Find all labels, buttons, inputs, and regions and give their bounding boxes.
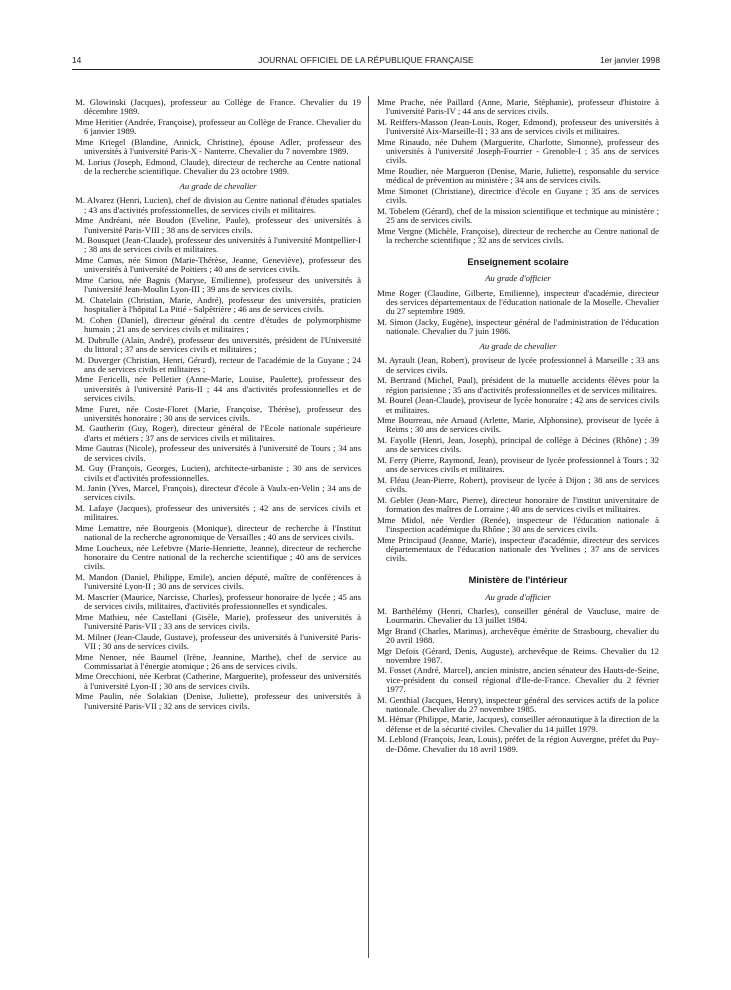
list-item: Mme Rinaudo, née Duhem (Marguerite, Charlotte, Simonne), professeur des universités à l'université Joseph-Fourrier - Grenoble-I ; 35 ans de services civils. [377,136,659,166]
list-item: Mme Principaud (Jeanne, Marie), inspecteur d'académie, directeur des services départementaux de l'éducation nationale des Yvelines ; 37 ans de services civils. [377,534,659,563]
list-item: Mme Vergne (Michèle, Françoise), directeur de recherche au Centre national de la recherche scientifique ; 32 ans de services civils. [377,225,659,245]
list-item: M. Hémar (Philippe, Marie, Jacques), conseiller aéronautique à la direction de la défense et de la sécurité civiles. Chevalier du 14 juillet 1979. [377,714,659,734]
list-item: Mgr Defois (Gérard, Denis, Auguste), archevêque de Reims. Chevalier du 12 novembre 1987. [377,645,659,665]
list-item: Mme Prache, née Paillard (Anne, Marie, Stéphanie), professeur d'histoire à l'université Paris-IV ; 44 ans de services civils. [377,97,659,117]
list-item: M. Bousquet (Jean-Claude), professeur des universités à l'université Montpellier-I ; 38 ans de services civils et militaires. [75,235,361,255]
list-item: M. Milner (Jean-Claude, Gustave), professeur des universités à l'université Paris-VII ; 30 ans de services civils. [75,631,361,651]
journal-title: JOURNAL OFFICIEL DE LA RÉPUBLIQUE FRANÇAISE [258,55,474,65]
list-item: Mgr Brand (Charles, Marinus), archevêque émérite de Strasbourg, chevalier du 20 avril 1988. [377,625,659,645]
list-item: Mme Camus, née Simon (Marie-Thérèse, Jeanne, Geneviève), professeur des universités à l'université de Poitiers ; 40 ans de services civils. [75,255,361,275]
list-item: M. Alvarez (Henri, Lucien), chef de division au Centre national d'études spatiales ; 43 ans d'activités professionnelles, de services civils et militaires. [75,195,361,215]
list-item: Mme Kriegel (Blandine, Annick, Christine), épouse Adler, professeur des universités à l'université Paris-X - Nanterre. Chevalier du 7 novembre 1989. [75,136,361,157]
list-item: M. Gebler (Jean-Marc, Pierre), directeur honoraire de l'institut universitaire de formation des maîtres de Lorraine ; 40 ans de services civils et militaires. [377,494,659,514]
list-item: Mme Cariou, née Bagnis (Maryse, Emilienne), professeur des universités à l'université Jean-Moulin Lyon-III ; 39 ans de services civils. [75,274,361,295]
right-column [377,98,659,755]
list-item: Mme Roudier, née Margueron (Denise, Marie, Juliette), responsable du service médical de prévention au ministère ; 34 ans de services civils. [377,165,659,186]
list-item: M. Bourel (Jean-Claude), proviseur de lycée honoraire ; 42 ans de services civils et militaires. [377,395,659,415]
list-item: M. Ayrault (Jean, Robert), proviseur de lycée professionnel à Marseille ; 33 ans de services civils. [377,355,659,375]
list-item: M. Cohen (Daniel), directeur général du centre d'études de polymorphisme humain ; 21 ans de services civils et militaires ; [75,314,361,335]
list-item: Mme Mathieu, née Castellani (Gisèle, Marie), professeur des universités à l'université Paris-VII ; 33 ans de services civils. [75,611,361,631]
list-item: Mme Fericelli, née Pelletier (Anne-Marie, Louise, Paulette), professeur des universités à l'université Paris-II ; 44 ans d'activités professionnelles et de services civils. [75,374,361,403]
list-item: M. Leblond (François, Jean, Louis), préfet de la région Auvergne, préfet du Puy-de-Dôme. Chevalier du 18 avril 1989. [377,734,659,754]
column-divider [368,96,369,958]
subheading-officier: Au grade d'officier [485,273,551,284]
enseignement-chevalier-entries [377,356,659,563]
list-item: M. Fléau (Jean-Pierre, Robert), proviseur de lycée à Dijon ; 38 ans de services civils. [377,474,659,495]
list-item: M. Guy (François, Georges, Lucien), architecte-urbaniste ; 30 ans de services civils et d'activités professionnelles. [75,463,361,483]
list-item: Mme Andréani, née Boudon (Eveline, Paule), professeur des universités à l'université Paris-VIII ; 38 ans de services civils. [75,215,361,235]
list-item: M. Genthial (Jacques, Henry), inspecteur général des services actifs de la police nationale. Chevalier du 27 novembre 1985. [377,694,659,714]
list-item: M. Chatelain (Christian, Marie, André), professeur des universités, praticien hospitalier à l'hôpital La Pitié - Salpêtrière ; 46 ans de services civils. [75,294,361,315]
list-item: M. Lafaye (Jacques), professeur des universités ; 42 ans de services civils et militaires. [75,503,361,523]
list-item: M. Reiffers-Masson (Jean-Louis, Roger, Edmond), professeur des universités à l'université Aix-Marseille-II ; 33 ans de services civils et militaires. [377,116,659,137]
interieur-officier-entries [377,607,659,754]
list-item: Mme Midol, née Verdier (Renée), inspecteur de l'éducation nationale à l'inspection académique du Rhône ; 30 ans de services civils. [377,514,659,534]
list-item: M. Barthélémy (Henri, Charles), conseiller général de Vaucluse, maire de Lourmarin. Chevalier du 13 juillet 1984. [377,605,659,625]
list-item: M. Janin (Yves, Marcel, François), directeur d'école à Vaulx-en-Velin ; 34 ans de services civils. [75,483,361,503]
list-item: M. Bertrand (Michel, Paul), président de la mutuelle accidents élèves pour la région parisienne ; 35 ans d'activités professionnelles et de services militaires. [377,375,659,395]
list-item: Mme Orecchioni, née Kerbrat (Catherine, Marguerite), professeur des universités à l'université Lyon-II ; 30 ans de services civils. [75,671,361,691]
subheading-officier: Au grade d'officier [485,591,551,602]
list-item: M. Mascrier (Maurice, Narcisse, Charles), professeur honoraire de lycée ; 45 ans de services civils, militaires, d'activités professionnelles et syndicales. [75,591,361,612]
list-item: M. Simon (Jacky, Eugène), inspecteur général de l'administration de l'éducation nationale. Chevalier du 7 juin 1986. [377,316,659,336]
list-item: M. Ferry (Pierre, Raymond, Jean), proviseur de lycée professionnel à Tours ; 32 ans de services civils et militaires. [377,454,659,475]
list-item: Mme Bourreau, née Arnaud (Arlette, Marie, Alphonsine), proviseur de lycée à Reims ; 30 ans de services civils. [377,415,659,435]
list-item: M. Fayolle (Henri, Jean, Joseph), principal de collège à Décines (Rhône) ; 39 ans de services civils. [377,435,659,455]
entries-chevalier [75,196,361,710]
list-item: Mme Roger (Claudine, Gilberte, Emilienne), inspecteur d'académie, directeur des services départementaux de l'éducation nationale de la Moselle. Chevalier du 27 septembre 1989. [377,287,659,317]
left-column [75,98,361,712]
subheading-chevalier: Au grade de chevalier [179,181,257,192]
list-item: M. Gautherin (Guy, Roger), directeur général de l'Ecole nationale supérieure d'arts et métiers ; 37 ans de services civils et militaires. [75,423,361,443]
page-header [72,55,660,69]
subheading-chevalier: Au grade de chevalier [479,341,557,352]
page-number: 14 [72,55,82,65]
entries-chevalier-continued [377,98,659,245]
section-title-enseignement: Enseignement scolaire [467,257,569,268]
entries-officier-continued [75,98,361,176]
list-item: Mme Furet, née Coste-Floret (Marie, Françoise, Thérèse), professeur des universités honoraire ; 30 ans de services civils. [75,403,361,423]
list-item: Mme Paulin, née Solakian (Denise, Juliette), professeur des universités à l'université Paris-VII ; 32 ans de services civils. [75,691,361,711]
list-item: M. Tobelem (Gérard), chef de la mission scientifique et technique au ministère ; 25 ans de services civils. [377,205,659,225]
header-rule [72,69,660,70]
list-item: Mme Lemattre, née Bourgeois (Monique), directeur de recherche à l'Institut national de la recherche agronomique de Versailles ; 40 ans de services civils. [75,522,361,543]
list-item: M. Lorius (Joseph, Edmond, Claude), directeur de recherche au Centre national de la recherche scientifique. Chevalier du 23 octobre 1989. [75,156,361,176]
list-item: Mme Nenner, née Baumel (Irène, Jeannine, Marthe), chef de service au Commissariat à l'énergie atomique ; 26 ans de services civils. [75,651,361,671]
list-item: Mme Heritier (Andrée, Françoise), professeur au Collège de France. Chevalier du 6 janvier 1989. [75,116,361,137]
section-title-interieur: Ministère de l'intérieur [468,575,568,586]
list-item: Mme Simonet (Christiane), directrice d'école en Guyane ; 35 ans de services civils. [377,185,659,206]
enseignement-officier-entries [377,289,659,337]
list-item: M. Dubrulle (Alain, André), professeur des universités, président de l'Université du littoral ; 37 ans de services civils et militaires ; [75,334,361,354]
list-item: Mme Gautras (Nicole), professeur des universités à l'université de Tours ; 34 ans de services civils. [75,443,361,463]
list-item: M. Duverger (Christian, Henri, Gérard), recteur de l'académie de la Guyane ; 24 ans de services civils et militaires ; [75,354,361,374]
list-item: M. Glowinski (Jacques), professeur au Collège de France. Chevalier du 19 décembre 1989. [75,97,361,117]
issue-date: 1er janvier 1998 [599,55,660,65]
list-item: Mme Loucheux, née Lefebvre (Marie-Henriette, Jeanne), directeur de recherche honoraire du Centre national de la recherche scientifique ; 40 ans de services civils. [75,542,361,572]
list-item: M. Mandon (Daniel, Philippe, Emile), ancien député, maître de conférences à l'université Lyon-II ; 30 ans de services civils. [75,571,361,592]
list-item: M. Fosset (André, Marcel), ancien ministre, ancien sénateur des Hauts-de-Seine, vice-président du conseil régional d'Ile-de-France. Chevalier du 2 février 1977. [377,665,659,694]
